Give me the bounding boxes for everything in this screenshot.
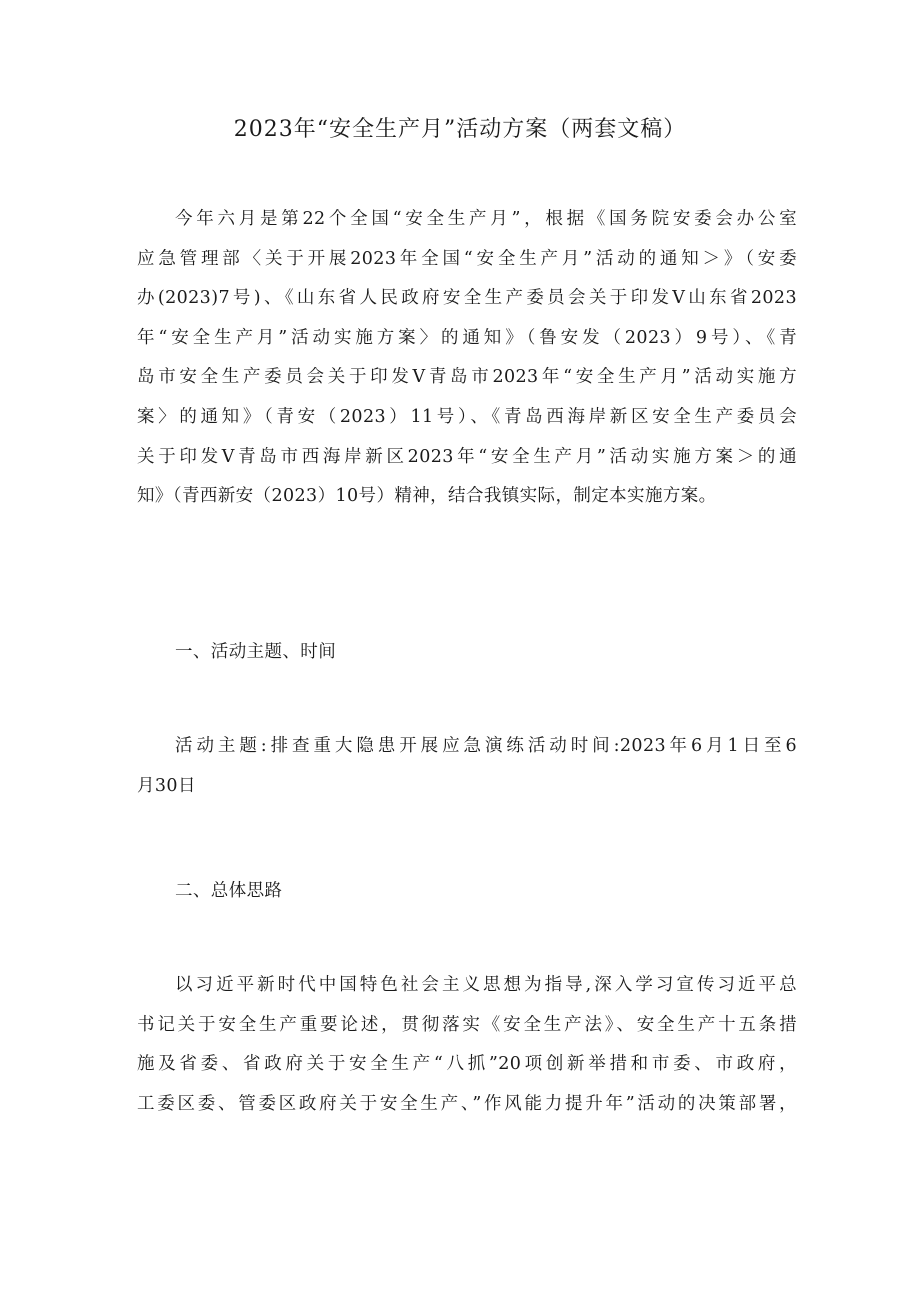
document-title: 2023年“安全生产月”活动方案（两套文稿） bbox=[233, 117, 687, 142]
paragraph-line: 应急管理部〈关于开展2023年全国“安全生产月”活动的通知＞》（安委 bbox=[137, 248, 797, 269]
paragraph-line: 书记关于安全生产重要论述，贯彻落实《安全生产法》、安全生产十五条措 bbox=[137, 1014, 797, 1035]
paragraph-line: 知》（青西新安（2023）10号）精神，结合我镇实际，制定本实施方案。 bbox=[137, 486, 717, 507]
section-2-paragraph bbox=[137, 966, 797, 1124]
section-1-heading: 一、活动主题、时间 bbox=[175, 642, 337, 662]
paragraph-line: 以习近平新时代中国特色社会主义思想为指导,深入学习宣传习近平总 bbox=[175, 975, 797, 995]
paragraph-line: 工委区委、管委区政府关于安全生产、”作风能力提升年”活动的决策部署， bbox=[137, 1093, 797, 1114]
paragraph-line: 月30日 bbox=[137, 775, 196, 796]
section-1-paragraph bbox=[137, 727, 797, 806]
paragraph-line: 办(2023)7号)、《山东省人民政府安全生产委员会关于印发V山东省2023 bbox=[137, 288, 797, 309]
intro-paragraph bbox=[137, 200, 797, 517]
section-2-heading: 二、总体思路 bbox=[175, 881, 283, 901]
paragraph-line: 岛市安全生产委员会关于印发V青岛市2023年“安全生产月”活动实施方 bbox=[137, 367, 797, 388]
paragraph-line: 案〉的通知》（青安（2023）11号）、《青岛西海岸新区安全生产委员会 bbox=[137, 406, 797, 427]
paragraph-line: 施及省委、省政府关于安全生产“八抓”20项创新举措和市委、市政府， bbox=[137, 1054, 797, 1075]
paragraph-line: 关于印发V青岛市西海岸新区2023年“安全生产月”活动实施方案＞的通 bbox=[137, 446, 797, 467]
paragraph-line: 活动主题:排查重大隐患开展应急演练活动时间:2023年6月1日至6 bbox=[175, 736, 797, 756]
paragraph-line: 今年六月是第22个全国“安全生产月”，根据《国务院安委会办公室 bbox=[175, 209, 797, 229]
paragraph-line: 年“安全生产月”活动实施方案〉的通知》（鲁安发（2023）9号）、《青 bbox=[137, 327, 797, 348]
